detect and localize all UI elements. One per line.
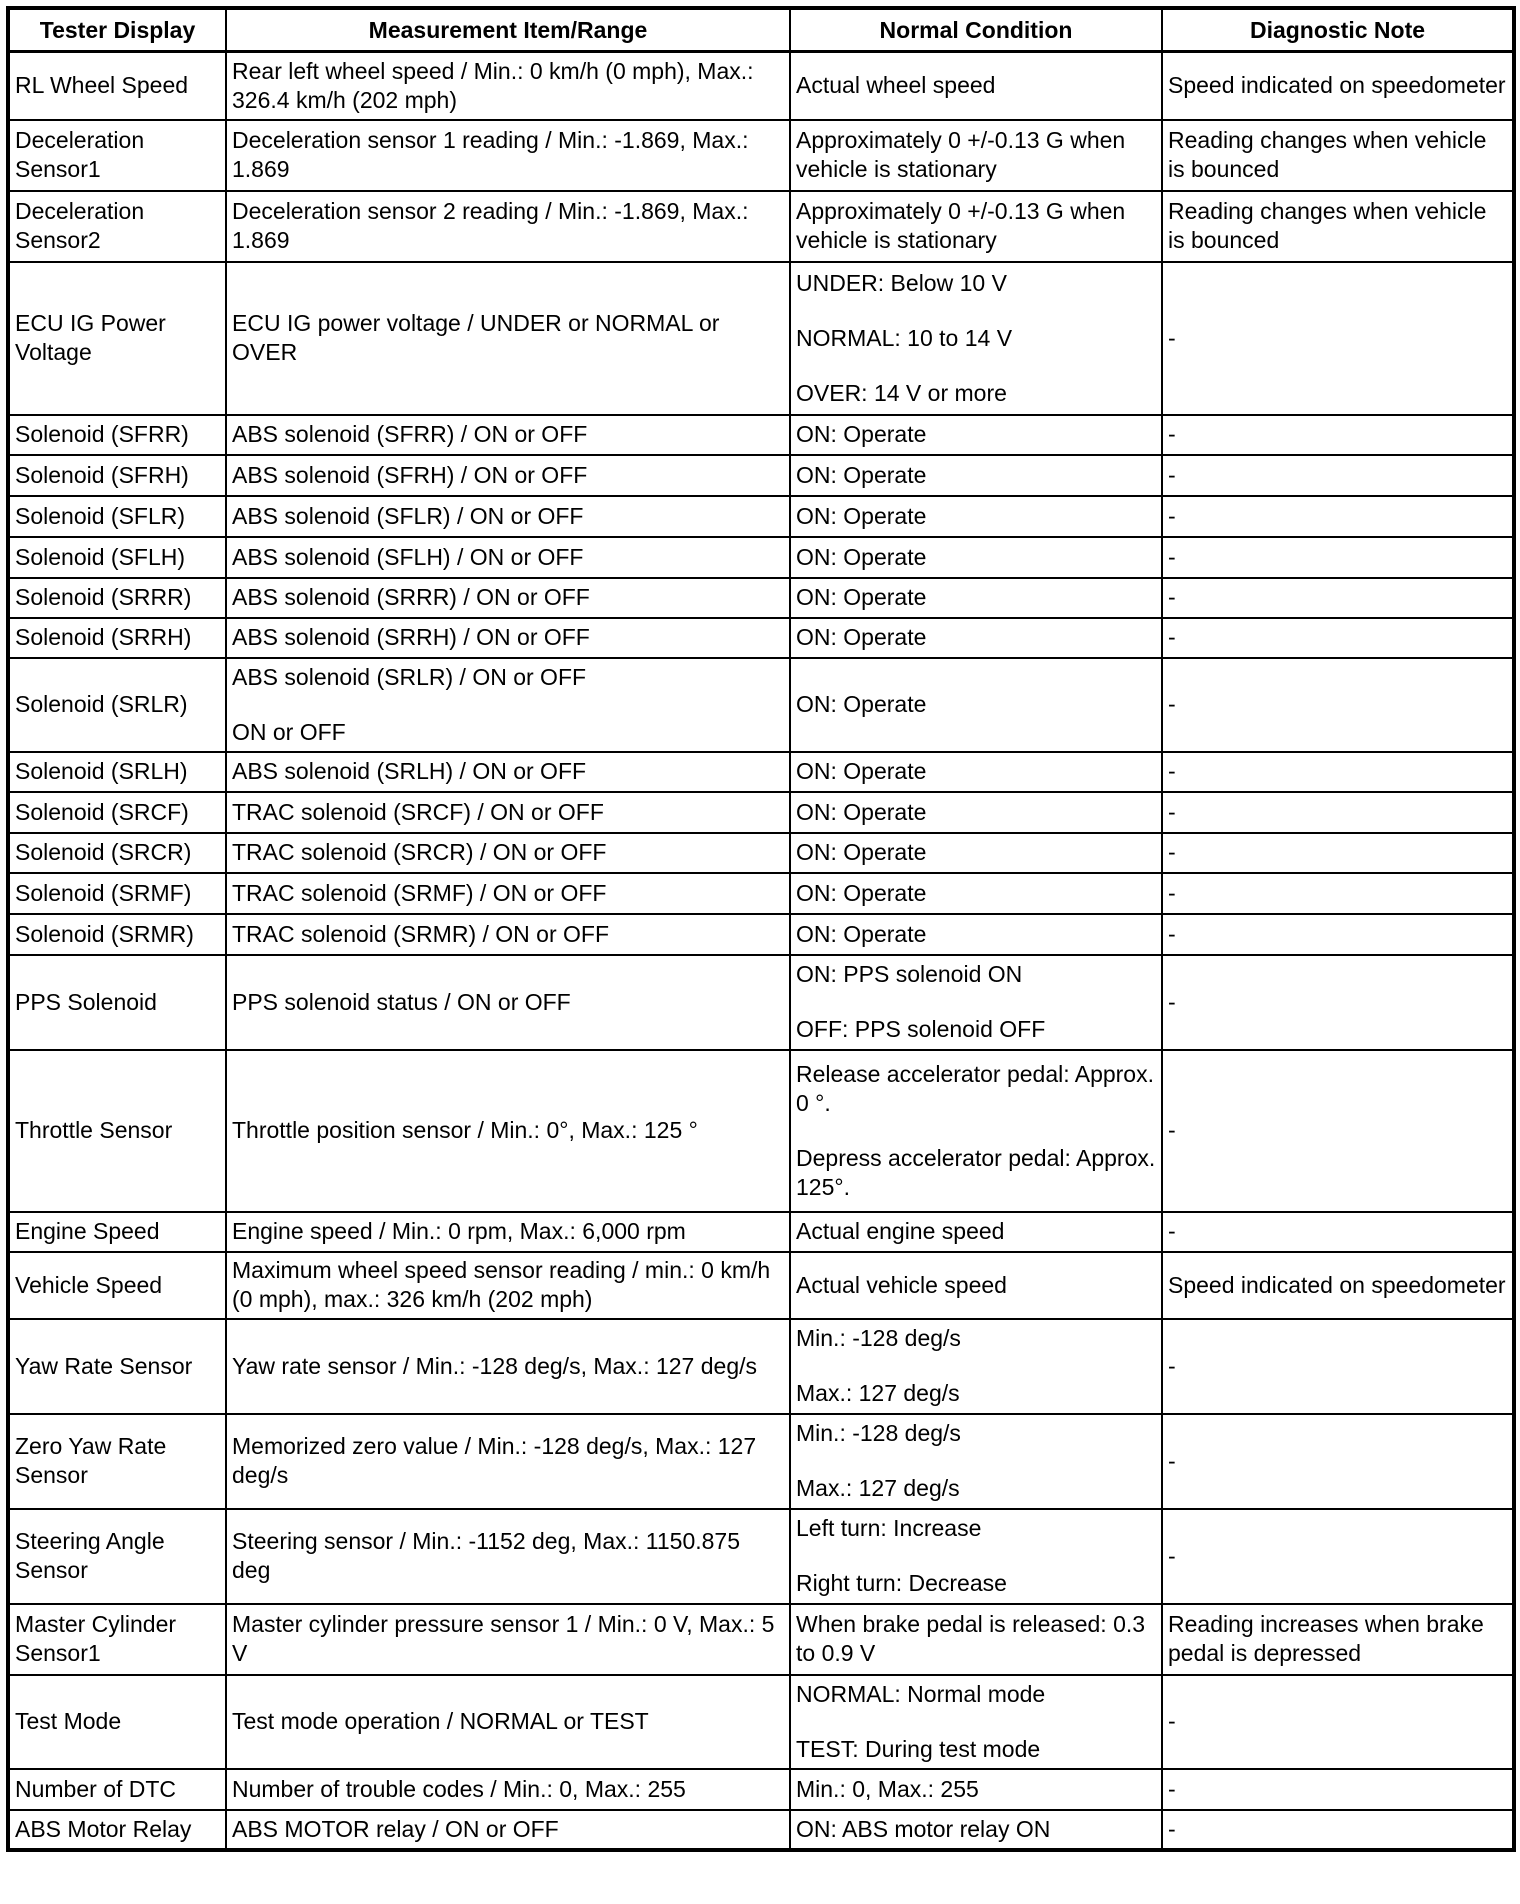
cell-text: Engine Speed <box>15 1218 160 1244</box>
cell-diagnostic-note <box>1162 1769 1514 1810</box>
cell-normal-condition <box>790 52 1162 120</box>
cell-diagnostic-note <box>1162 955 1514 1050</box>
cell-normal-condition <box>790 792 1162 833</box>
cell-text: Right turn: Decrease <box>796 1570 1007 1596</box>
table-row <box>8 52 1514 120</box>
cell-normal-condition <box>790 415 1162 455</box>
cell-text: PPS solenoid status / ON or OFF <box>232 988 571 1015</box>
cell-measurement-item <box>226 578 790 618</box>
cell-text: ABS solenoid (SFRR) / ON or OFF <box>232 421 588 447</box>
cell-normal-condition <box>790 191 1162 262</box>
cell-text: - <box>1168 584 1176 610</box>
table-body <box>8 52 1514 1850</box>
header-tester-display: Tester Display <box>8 8 226 52</box>
header-normal-condition: Normal Condition <box>790 8 1162 52</box>
cell-diagnostic-note <box>1162 873 1514 914</box>
cell-tester-display <box>8 1810 226 1850</box>
cell-text: - <box>1168 1447 1176 1474</box>
cell-text: Solenoid (SFRR) <box>15 421 189 447</box>
cell-text: Solenoid (SRRH) <box>15 624 192 650</box>
cell-normal-condition <box>790 1509 1162 1604</box>
cell-tester-display <box>8 1212 226 1252</box>
cell-normal-condition <box>790 1675 1162 1769</box>
cell-normal-condition <box>790 537 1162 578</box>
table-row <box>8 578 1514 618</box>
cell-measurement-item <box>226 1252 790 1319</box>
cell-text: Test mode operation / NORMAL or TEST <box>232 1708 649 1734</box>
table-row <box>8 120 1514 191</box>
cell-tester-display <box>8 1050 226 1212</box>
cell-text: Min.: 0, Max.: 255 <box>796 1775 979 1802</box>
cell-text: ECU IG power voltage / UNDER or NORMAL or OVER <box>232 310 720 365</box>
table-row <box>8 792 1514 833</box>
cell-diagnostic-note <box>1162 1509 1514 1604</box>
cell-measurement-item <box>226 792 790 833</box>
cell-measurement-item <box>226 52 790 120</box>
cell-text: - <box>1168 1542 1176 1569</box>
table-row <box>8 833 1514 873</box>
cell-normal-condition <box>790 618 1162 658</box>
table-row <box>8 752 1514 792</box>
cell-diagnostic-note <box>1162 537 1514 578</box>
cell-text: - <box>1168 758 1176 784</box>
cell-measurement-item <box>226 1810 790 1850</box>
table-row <box>8 955 1514 1050</box>
cell-diagnostic-note <box>1162 1675 1514 1769</box>
header-diagnostic-note: Diagnostic Note <box>1162 8 1514 52</box>
cell-text: Memorized zero value / Min.: -128 deg/s, Max.: 127 deg/s <box>232 1433 757 1488</box>
cell-measurement-item <box>226 1769 790 1810</box>
cell-text: Actual vehicle speed <box>796 1271 1007 1298</box>
cell-measurement-item <box>226 1675 790 1769</box>
cell-text: ABS MOTOR relay / ON or OFF <box>232 1815 559 1842</box>
cell-text: Reading changes when vehicle is bounced <box>1168 198 1487 253</box>
table-row <box>8 455 1514 496</box>
cell-text: Vehicle Speed <box>15 1271 163 1298</box>
table-row <box>8 618 1514 658</box>
cell-text: Maximum wheel speed sensor reading / min.: 0 km/h (0 mph), max.: 326 km/h (202 mph) <box>232 1257 771 1312</box>
cell-text: Solenoid (SRCR) <box>15 839 192 865</box>
cell-text: ON: Operate <box>796 543 927 570</box>
data-list-table <box>6 6 1516 1852</box>
cell-text: Number of DTC <box>15 1775 177 1802</box>
cell-text: - <box>1168 691 1176 717</box>
cell-measurement-item <box>226 833 790 873</box>
cell-text: ON or OFF <box>232 718 346 745</box>
cell-text: OFF: PPS solenoid OFF <box>796 1016 1046 1042</box>
cell-diagnostic-note <box>1162 415 1514 455</box>
cell-measurement-item <box>226 415 790 455</box>
cell-text: Deceleration Sensor1 <box>15 127 145 182</box>
cell-measurement-item <box>226 537 790 578</box>
table-row <box>8 1675 1514 1769</box>
cell-normal-condition <box>790 658 1162 752</box>
cell-text: Deceleration Sensor2 <box>15 198 145 253</box>
cell-normal-condition <box>790 914 1162 955</box>
cell-tester-display <box>8 191 226 262</box>
cell-diagnostic-note <box>1162 1050 1514 1212</box>
cell-text: Reading changes when vehicle is bounced <box>1168 127 1487 182</box>
cell-text: Release accelerator pedal: Approx. 0 °. <box>796 1060 1154 1116</box>
cell-tester-display <box>8 914 226 955</box>
cell-tester-display <box>8 1604 226 1675</box>
cell-text: Solenoid (SRLR) <box>15 691 188 717</box>
cell-normal-condition <box>790 120 1162 191</box>
table-row <box>8 415 1514 455</box>
cell-diagnostic-note <box>1162 914 1514 955</box>
cell-tester-display <box>8 873 226 914</box>
cell-text: ON: Operate <box>796 798 927 825</box>
cell-text: TRAC solenoid (SRMR) / ON or OFF <box>232 920 609 947</box>
table-row <box>8 1319 1514 1414</box>
cell-diagnostic-note <box>1162 1212 1514 1252</box>
cell-diagnostic-note <box>1162 1810 1514 1850</box>
cell-diagnostic-note <box>1162 120 1514 191</box>
cell-text: ON: PPS solenoid ON <box>796 961 1023 987</box>
cell-text: Throttle Sensor <box>15 1117 173 1143</box>
cell-tester-display <box>8 415 226 455</box>
cell-text: OVER: 14 V or more <box>796 379 1007 406</box>
cell-text: ON: ABS motor relay ON <box>796 1815 1051 1842</box>
cell-measurement-item <box>226 120 790 191</box>
cell-text: Min.: -128 deg/s <box>796 1420 961 1446</box>
cell-text: - <box>1168 920 1176 947</box>
cell-text: ON: Operate <box>796 839 927 865</box>
cell-text: - <box>1168 798 1176 825</box>
table-row <box>8 658 1514 752</box>
cell-diagnostic-note <box>1162 262 1514 415</box>
cell-tester-display <box>8 455 226 496</box>
cell-measurement-item <box>226 873 790 914</box>
cell-text: - <box>1168 1708 1176 1734</box>
table-row <box>8 873 1514 914</box>
cell-measurement-item <box>226 1319 790 1414</box>
cell-text: - <box>1168 461 1176 488</box>
cell-text: Solenoid (SRRR) <box>15 584 192 610</box>
cell-text: Solenoid (SFLR) <box>15 502 186 529</box>
cell-normal-condition <box>790 1604 1162 1675</box>
cell-text: Solenoid (SFLH) <box>15 543 186 570</box>
cell-text: ABS solenoid (SFRH) / ON or OFF <box>232 461 588 488</box>
cell-normal-condition <box>790 455 1162 496</box>
cell-text: - <box>1168 502 1176 529</box>
cell-text: TEST: During test mode <box>796 1735 1041 1762</box>
table-row <box>8 1050 1514 1212</box>
cell-text: NORMAL: Normal mode <box>796 1680 1046 1707</box>
cell-measurement-item <box>226 1414 790 1509</box>
cell-text: Depress accelerator pedal: Approx. 125°. <box>796 1144 1156 1200</box>
cell-text: Zero Yaw Rate Sensor <box>15 1433 167 1488</box>
cell-text: - <box>1168 1218 1176 1244</box>
cell-text: Actual wheel speed <box>796 72 996 99</box>
cell-measurement-item <box>226 191 790 262</box>
cell-text: - <box>1168 1775 1176 1802</box>
cell-normal-condition <box>790 873 1162 914</box>
cell-normal-condition <box>790 1769 1162 1810</box>
cell-measurement-item <box>226 955 790 1050</box>
cell-text: Approximately 0 +/-0.13 G when vehicle is stationary <box>796 127 1126 182</box>
cell-text: Min.: -128 deg/s <box>796 1325 961 1351</box>
cell-normal-condition <box>790 1050 1162 1212</box>
cell-text: TRAC solenoid (SRCF) / ON or OFF <box>232 798 604 825</box>
cell-diagnostic-note <box>1162 496 1514 537</box>
cell-measurement-item <box>226 455 790 496</box>
cell-text: Solenoid (SRCF) <box>15 798 189 825</box>
cell-measurement-item <box>226 1212 790 1252</box>
table-row <box>8 1810 1514 1850</box>
cell-diagnostic-note <box>1162 752 1514 792</box>
cell-tester-display <box>8 537 226 578</box>
table-row <box>8 191 1514 262</box>
cell-text: Steering sensor / Min.: -1152 deg, Max.: 1150.875 deg <box>232 1528 740 1583</box>
cell-text: Master Cylinder Sensor1 <box>15 1611 177 1666</box>
cell-text: - <box>1168 988 1176 1015</box>
table-header-row <box>8 8 1514 52</box>
cell-text: - <box>1168 421 1176 447</box>
header-measurement-item-range: Measurement Item/Range <box>226 8 790 52</box>
cell-text: - <box>1168 1815 1176 1842</box>
cell-diagnostic-note <box>1162 1604 1514 1675</box>
cell-text: Actual engine speed <box>796 1218 1005 1244</box>
cell-measurement-item <box>226 618 790 658</box>
cell-text: Solenoid (SRMR) <box>15 920 194 947</box>
cell-tester-display <box>8 496 226 537</box>
cell-normal-condition <box>790 496 1162 537</box>
cell-text: Rear left wheel speed / Min.: 0 km/h (0 mph), Max.: 326.4 km/h (202 mph) <box>232 57 754 113</box>
cell-text: TRAC solenoid (SRMF) / ON or OFF <box>232 879 607 906</box>
cell-text: ON: Operate <box>796 584 927 610</box>
cell-text: Throttle position sensor / Min.: 0°, Max.: 125 ° <box>232 1117 698 1143</box>
cell-text: ABS solenoid (SRRR) / ON or OFF <box>232 584 590 610</box>
cell-normal-condition <box>790 955 1162 1050</box>
cell-text: Test Mode <box>15 1708 122 1734</box>
cell-text: PPS Solenoid <box>15 988 157 1015</box>
cell-normal-condition <box>790 578 1162 618</box>
cell-measurement-item <box>226 658 790 752</box>
cell-diagnostic-note <box>1162 792 1514 833</box>
cell-text: ON: Operate <box>796 691 927 717</box>
cell-text: Max.: 127 deg/s <box>796 1475 960 1501</box>
cell-measurement-item <box>226 752 790 792</box>
cell-tester-display <box>8 52 226 120</box>
cell-text: Left turn: Increase <box>796 1515 982 1541</box>
cell-text: TRAC solenoid (SRCR) / ON or OFF <box>232 839 607 865</box>
cell-text: - <box>1168 1117 1176 1143</box>
cell-tester-display <box>8 955 226 1050</box>
cell-text: UNDER: Below 10 V <box>796 269 1007 296</box>
cell-normal-condition <box>790 1252 1162 1319</box>
cell-text: - <box>1168 624 1176 650</box>
cell-normal-condition <box>790 1319 1162 1414</box>
table-row <box>8 1604 1514 1675</box>
cell-text: Engine speed / Min.: 0 rpm, Max.: 6,000 rpm <box>232 1218 686 1244</box>
cell-text: RL Wheel Speed <box>15 72 189 99</box>
cell-text: - <box>1168 879 1176 906</box>
cell-tester-display <box>8 1414 226 1509</box>
cell-text: - <box>1168 1352 1176 1379</box>
cell-text: ON: Operate <box>796 758 927 784</box>
cell-text: Solenoid (SRLH) <box>15 758 188 784</box>
cell-normal-condition <box>790 752 1162 792</box>
cell-tester-display <box>8 1319 226 1414</box>
cell-text: ON: Operate <box>796 624 927 650</box>
cell-measurement-item <box>226 262 790 415</box>
table-row <box>8 262 1514 415</box>
table-row <box>8 537 1514 578</box>
cell-diagnostic-note <box>1162 455 1514 496</box>
cell-text: Solenoid (SRMF) <box>15 879 192 906</box>
cell-tester-display <box>8 262 226 415</box>
cell-text: ECU IG Power Voltage <box>15 310 166 365</box>
cell-tester-display <box>8 752 226 792</box>
cell-diagnostic-note <box>1162 1319 1514 1414</box>
cell-normal-condition <box>790 1414 1162 1509</box>
cell-diagnostic-note <box>1162 833 1514 873</box>
cell-tester-display <box>8 833 226 873</box>
cell-text: Approximately 0 +/-0.13 G when vehicle is stationary <box>796 198 1126 253</box>
cell-text: Yaw Rate Sensor <box>15 1352 193 1379</box>
cell-text: Max.: 127 deg/s <box>796 1380 960 1406</box>
cell-diagnostic-note <box>1162 191 1514 262</box>
cell-tester-display <box>8 1252 226 1319</box>
cell-text: ON: Operate <box>796 502 927 529</box>
cell-text: ABS solenoid (SRLH) / ON or OFF <box>232 758 587 784</box>
cell-text: ABS solenoid (SRRH) / ON or OFF <box>232 624 590 650</box>
cell-text: Deceleration sensor 2 reading / Min.: -1.869, Max.: 1.869 <box>232 198 749 253</box>
cell-text: - <box>1168 839 1176 865</box>
cell-tester-display <box>8 1769 226 1810</box>
cell-diagnostic-note <box>1162 618 1514 658</box>
table-row <box>8 1769 1514 1810</box>
data-list-table-container <box>6 6 1512 1852</box>
table-row <box>8 496 1514 537</box>
cell-measurement-item <box>226 1509 790 1604</box>
cell-text: ON: Operate <box>796 920 927 947</box>
cell-text: ON: Operate <box>796 421 927 447</box>
cell-diagnostic-note <box>1162 52 1514 120</box>
cell-tester-display <box>8 1675 226 1769</box>
cell-normal-condition <box>790 1810 1162 1850</box>
cell-normal-condition <box>790 1212 1162 1252</box>
cell-diagnostic-note <box>1162 658 1514 752</box>
cell-tester-display <box>8 792 226 833</box>
cell-normal-condition <box>790 262 1162 415</box>
cell-measurement-item <box>226 496 790 537</box>
cell-text: - <box>1168 324 1176 351</box>
cell-text: Steering Angle Sensor <box>15 1528 165 1583</box>
cell-text: Number of trouble codes / Min.: 0, Max.: 255 <box>232 1775 686 1802</box>
table-row <box>8 1252 1514 1319</box>
cell-tester-display <box>8 658 226 752</box>
cell-text: ABS solenoid (SFLR) / ON or OFF <box>232 502 584 529</box>
table-row <box>8 1509 1514 1604</box>
cell-text: Reading increases when brake pedal is depressed <box>1168 1611 1484 1666</box>
cell-text: ON: Operate <box>796 461 927 488</box>
cell-measurement-item <box>226 1050 790 1212</box>
cell-text: Master cylinder pressure sensor 1 / Min.: 0 V, Max.: 5 V <box>232 1611 775 1666</box>
cell-tester-display <box>8 120 226 191</box>
cell-text: ON: Operate <box>796 879 927 906</box>
cell-tester-display <box>8 578 226 618</box>
cell-text: Solenoid (SFRH) <box>15 461 189 488</box>
cell-text: ABS solenoid (SRLR) / ON or OFF <box>232 663 587 690</box>
cell-text: ABS Motor Relay <box>15 1815 192 1842</box>
table-row <box>8 1212 1514 1252</box>
cell-text: Speed indicated on speedometer <box>1168 1271 1506 1298</box>
cell-diagnostic-note <box>1162 578 1514 618</box>
cell-text: - <box>1168 543 1176 570</box>
cell-measurement-item <box>226 914 790 955</box>
cell-diagnostic-note <box>1162 1414 1514 1509</box>
cell-tester-display <box>8 1509 226 1604</box>
cell-text: ABS solenoid (SFLH) / ON or OFF <box>232 543 584 570</box>
cell-text: When brake pedal is released: 0.3 to 0.9 V <box>796 1611 1146 1666</box>
cell-tester-display <box>8 618 226 658</box>
cell-text: NORMAL: 10 to 14 V <box>796 324 1013 351</box>
table-row <box>8 914 1514 955</box>
cell-diagnostic-note <box>1162 1252 1514 1319</box>
cell-text: Yaw rate sensor / Min.: -128 deg/s, Max.: 127 deg/s <box>232 1352 758 1379</box>
cell-text: Speed indicated on speedometer <box>1168 72 1506 99</box>
cell-normal-condition <box>790 833 1162 873</box>
cell-text: Deceleration sensor 1 reading / Min.: -1.869, Max.: 1.869 <box>232 127 749 182</box>
cell-measurement-item <box>226 1604 790 1675</box>
table-row <box>8 1414 1514 1509</box>
